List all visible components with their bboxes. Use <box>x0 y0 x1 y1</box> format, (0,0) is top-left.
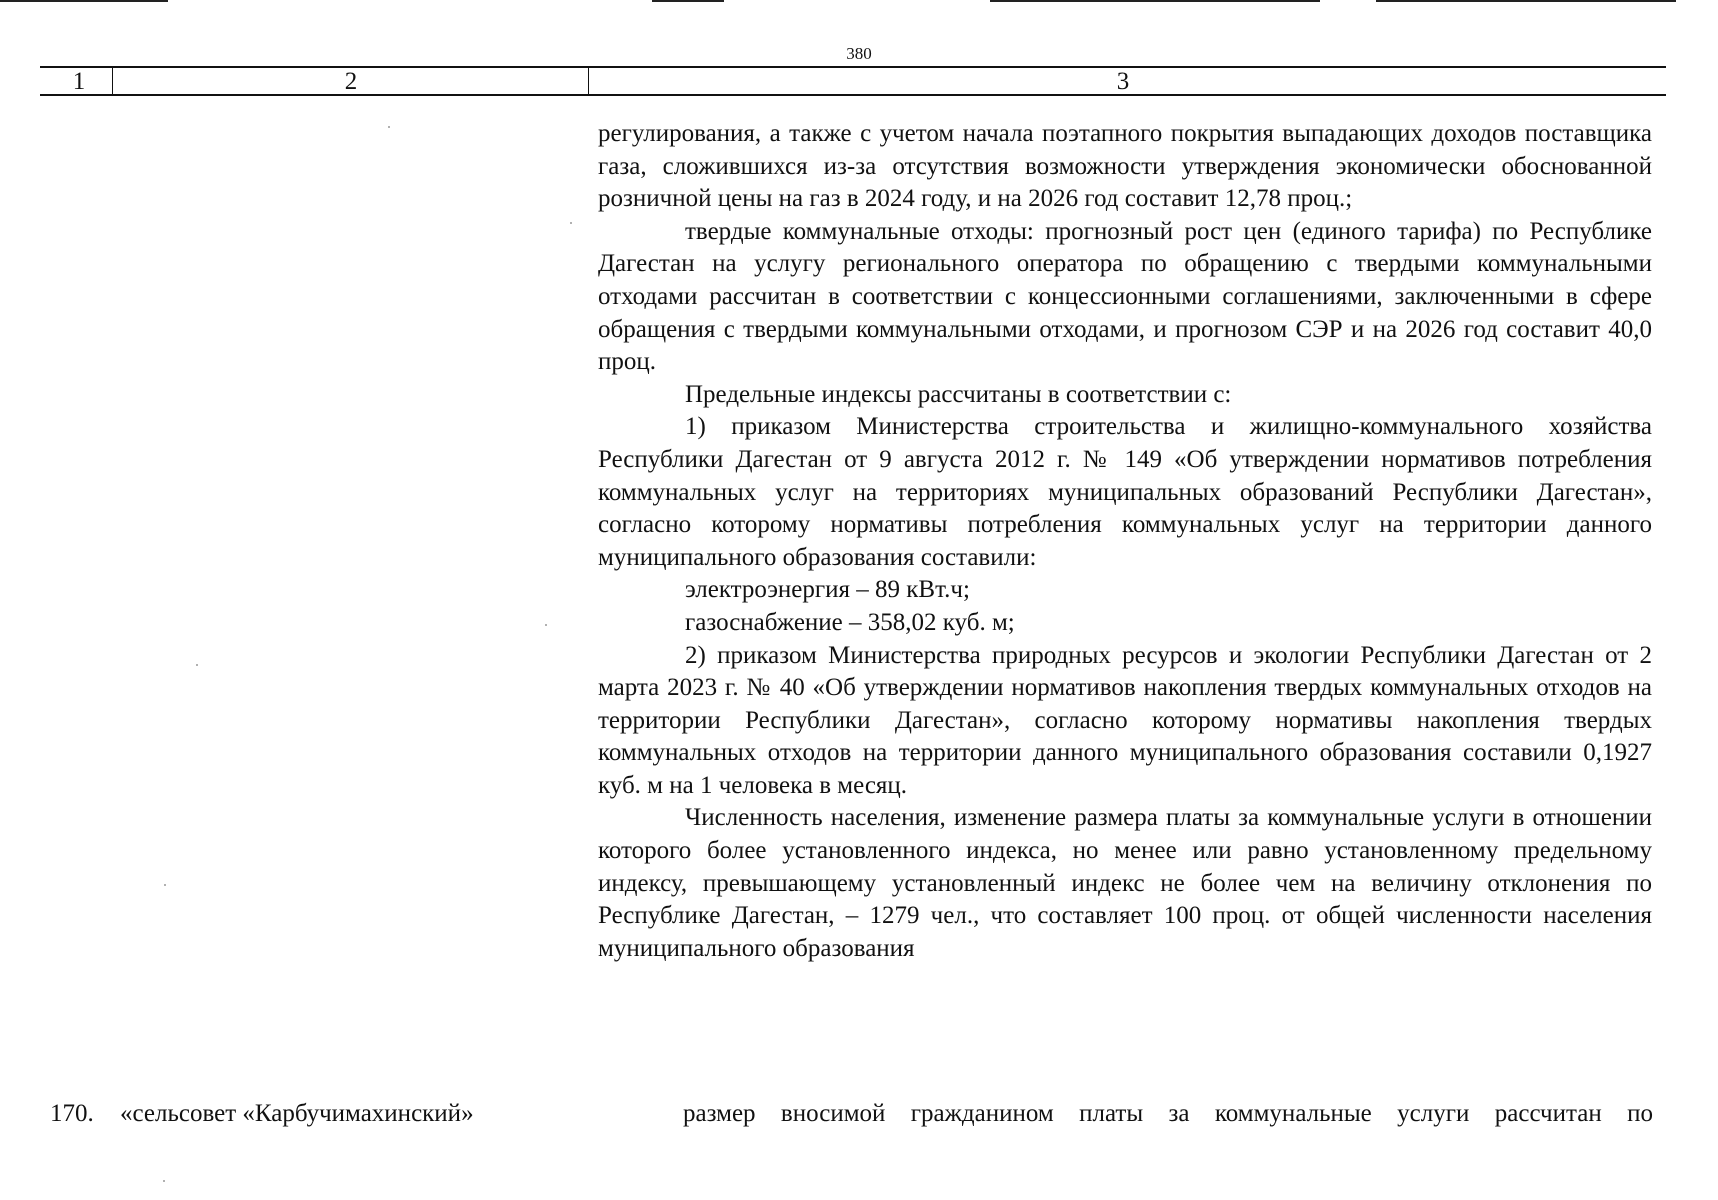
paragraph: электроэнергия – 89 кВт.ч; <box>685 576 970 604</box>
column-number-1: 1 <box>72 68 86 95</box>
paragraph: 1) приказом Министерства строительства и жилищно-коммунального хозяйства Республики Дагестан от 9 августа 2012 г. № 149 «Об утверждении нормативов потребления коммунальных услуг на территориях муниципальных образований Республики Дагестан», согласно которому нормативы потребления коммунальных услуг на территории данного муниципального образования составили: <box>598 413 1652 571</box>
top-rule-segment <box>0 0 168 2</box>
paragraph: твердые коммунальные отходы: прогнозный рост цен (единого тарифа) по Республике Дагестан на услугу регионального оператора по обращению с твердыми коммунальными отходами рассчитан в соответствии с концессионными соглашениями, заключенными в сфере обращения с твердыми коммунальными отходами, и прогнозом СЭР и на 2026 год составит 40,0 проц. <box>598 217 1652 376</box>
column-number-2: 2 <box>344 68 358 95</box>
scan-speck <box>164 884 166 886</box>
row-170-number: 170. <box>50 1100 94 1127</box>
column-divider <box>112 66 113 96</box>
column-divider <box>588 66 589 96</box>
paragraph: Предельные индексы рассчитаны в соответствии с: <box>685 380 1232 408</box>
paragraph: 2) приказом Министерства природных ресурсов и экологии Республики Дагестан от 2 марта 2023 г. № 40 «Об утверждении нормативов накопления твердых коммунальных отходов на территории Республики Дагестан», согласно которому нормативы накопления твердых коммунальных отходов на территории данного муниципального образования составили 0,1927 куб. м на 1 человека в месяц. <box>598 641 1652 799</box>
top-rule-segment <box>652 0 724 2</box>
header-top-rule <box>40 66 1666 68</box>
table-header-row <box>40 66 1666 96</box>
scan-speck <box>388 126 390 128</box>
scan-speck <box>163 1180 165 1182</box>
row-170-text: размер вносимой гражданином платы за коммунальные услуги рассчитан по <box>683 1100 1653 1127</box>
column-3-text <box>598 118 1652 965</box>
paragraph: регулирования, а также с учетом начала поэтапного покрытия выпадающих доходов поставщика газа, сложившихся из-за отсутствия возможности утверждения экономически обоснованной розничной цены на газ в 2024 году, и на 2026 год составит 12,78 проц.; <box>598 120 1652 213</box>
top-rule-segment <box>1376 0 1676 2</box>
column-number-3: 3 <box>1116 68 1130 95</box>
scan-speck <box>570 222 572 224</box>
scan-speck <box>545 624 547 626</box>
paragraph: Численность населения, изменение размера платы за коммунальные услуги в отношении которого более установленного индекса, но менее или равно установленному предельному индексу, превышающему установленный индекс не более чем на величину отклонения по Республике Дагестан, – 1279 чел., что составляет 100 проц. от общей численности населения муниципального образования <box>598 804 1652 962</box>
header-bottom-rule <box>40 94 1666 96</box>
top-rule-segment <box>990 0 1320 2</box>
paragraph: газоснабжение – 358,02 куб. м; <box>685 608 1015 636</box>
page-number: 380 <box>846 44 872 63</box>
scan-speck <box>196 664 198 666</box>
row-170-municipality: «сельсовет «Карбучимахинский» <box>120 1100 474 1127</box>
